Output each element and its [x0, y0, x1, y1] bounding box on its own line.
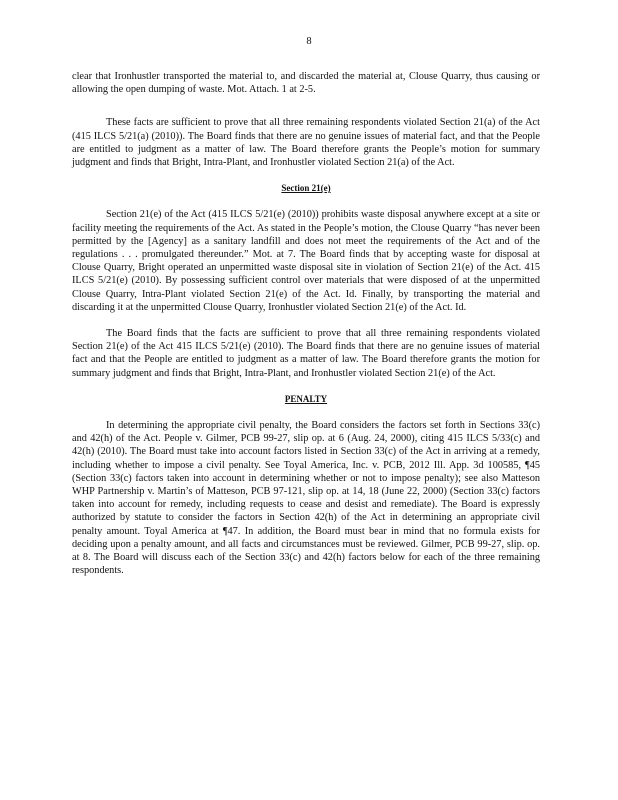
paragraph-penalty: In determining the appropriate civil penalty, the Board considers the factors set forth in Sections 33(c) and 42(h) of the Act. People v. Gilmer, PCB 99-27, slip op. at 6 (Aug. 24, 2000), citing 415 ILCS 5/33(c) and 42(h) (2010). The Board must take into account factors listed in Section 33(c) of the Act in arriving at a remedy, including whether to impose a civil penalty. See Toyal America, Inc. v. PCB, 2012 Ill. App. 3d 100585, ¶45 (Section 33(c) factors taken into account in determining whether or not to impose penalty); see also Matteson WHP Partnership v. Martin’s of Matteson, PCB 97-121, slip op. at 14, 18 (June 22, 2000) (Section 33(c) factors taken into account for remedy, including requests to cease and desist and remediate). The Board is expressly authorized by statute to consider the factors in Section 42(h) of the Act in determining an appropriate civil penalty amount. Toyal America at ¶47. In addition, the Board must bear in mind that no formula exists for deciding upon a penalty amount, and all facts and circumstances must be reviewed. Gilmer, PCB 99-27, slip. op. at 8. The Board will discuss each of the Section 33(c) and 42(h) factors below for each of the three remaining respondents. [72, 420, 540, 577]
paragraph-continuation: clear that Ironhustler transported the material to, and discarded the material at, Clouse Quarry, thus causing or allowing the open dumping of waste. Mot. Attach. 1 at 2-5. [72, 71, 540, 96]
document-body [72, 70, 540, 591]
paragraph-21e-analysis: Section 21(e) of the Act (415 ILCS 5/21(e) (2010)) prohibits waste disposal anywhere except at a site or facility meeting the requirements of the Act. As stated in the People’s motion, the Clouse Quarry “has never been permitted by the [Agency] as a sanitary landfill and does not meet the requirements of the Act and of the regulations . . . promulgated thereunder.” Mot. at 7. The Board finds that by accepting waste for disposal at Clouse Quarry, Bright operated an unpermitted waste disposal site in violation of Section 21(e) of the Act. 415 ILCS 5/21(e) (2010). By possessing sufficient control over materials that were disposed of at the unpermitted Clouse Quarry, Intra-Plant violated Section 21(e) of the Act. Id. Finally, by transporting the material and discarding it at the unpermitted Clouse Quarry, Ironhustler violated Section 21(e) of the Act. Id. [72, 209, 540, 313]
section-heading-penalty-text: PENALTY [284, 393, 328, 404]
paragraph-21e-conclusion: The Board finds that the facts are sufficient to prove that all three remaining respondents violated Section 21(e) of the Act 415 ILCS 5/21(e) (2010). The Board finds that there are no genuine issues of material fact and that the People are entitled to judgment as a matter of law. The Board therefore grants the motion for summary judgment and finds that Bright, Intra-Plant, and Ironhustler violated Section 21(e) of the Act. [72, 328, 540, 379]
section-heading-21e-text: Section 21(e) [281, 183, 331, 194]
section-heading-penalty [72, 393, 540, 406]
page-number: 8 [306, 36, 312, 47]
section-heading-21e [72, 182, 540, 195]
paragraph-21a-conclusion: These facts are sufficient to prove that all three remaining respondents violated Section 21(a) of the Act (415 ILCS 5/21(a) (2010)). The Board finds that there are no genuine issues of material fact, and that the People are entitled to judgment as a matter of law. The Board therefore grants the People’s motion for summary judgment and finds that Bright, Intra-Plant, and Ironhustler violated Section 21(a) of the Act. [72, 117, 540, 169]
